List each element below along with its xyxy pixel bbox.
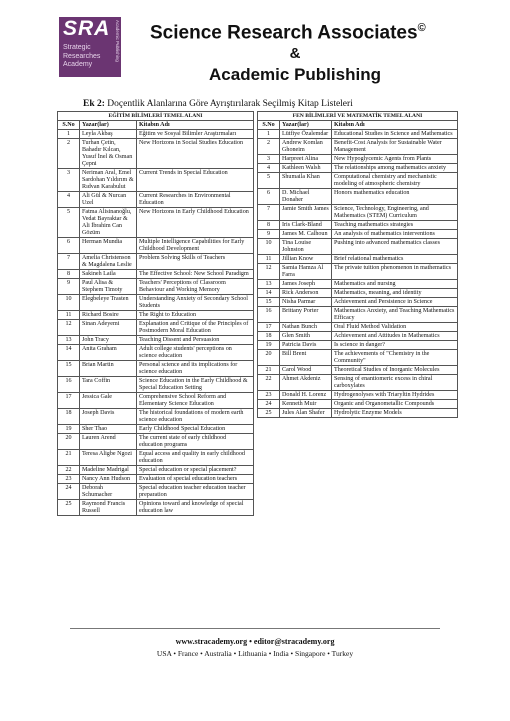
table-row (58, 311, 254, 320)
author-cell: Patricia Davis (280, 341, 332, 350)
author-cell: Lauren Arend (80, 434, 137, 450)
row-number: 16 (58, 377, 80, 393)
author-cell: Tina Louise Johnston (280, 239, 332, 255)
table-row (258, 155, 458, 164)
column-header: Yazar(lar) (80, 121, 137, 130)
book-title-cell: Teachers' Perceptions of Classroom Behaviour and Working Memory (137, 279, 254, 295)
author-cell: Elegbeleye Trasten (80, 295, 137, 311)
row-number: 18 (258, 332, 280, 341)
book-title-cell: Science Education in the Early Childhood & Special Education Setting (137, 377, 254, 393)
author-cell: Glen Smith (280, 332, 332, 341)
row-number: 1 (58, 130, 80, 139)
book-title-cell: Special education teacher education teacher preparation (137, 484, 254, 500)
author-cell: Paul Alisa & Stephem Timoty (80, 279, 137, 295)
book-title-cell: New Horizons in Early Childhood Education (137, 208, 254, 238)
science-math-books-table (257, 111, 458, 418)
row-number: 7 (58, 254, 80, 270)
table-row (258, 130, 458, 139)
author-cell: Shumaila Khan (280, 173, 332, 189)
table-row (258, 289, 458, 298)
table-row (58, 361, 254, 377)
book-title-cell: Sensing of enantiomeric excess in chiral carboxylates (332, 375, 458, 391)
row-number: 7 (258, 205, 280, 221)
column-header: Yazar(lar) (280, 121, 332, 130)
author-cell: Sher Thao (80, 425, 137, 434)
book-title-cell: Is science in danger? (332, 341, 458, 350)
author-cell: Deborah Schumacher (80, 484, 137, 500)
row-number: 22 (258, 375, 280, 391)
table-row (58, 450, 254, 466)
row-number: 9 (58, 279, 80, 295)
row-number: 4 (258, 164, 280, 173)
table-row (58, 139, 254, 169)
education-books-table (57, 111, 254, 516)
section-title: Ek 2: Doçentlik Alanlarına Göre Ayrıştırılarak Seçilmiş Kitap Listeleri (83, 99, 353, 109)
author-cell: Sinan Adeyemi (80, 320, 137, 336)
book-title-cell: Computational chemistry and mechanistic modeling of atmospheric chemistry (332, 173, 458, 189)
row-number: 25 (58, 500, 80, 516)
author-cell: Jillian Know (280, 255, 332, 264)
author-cell: Nathan Bunch (280, 323, 332, 332)
book-title-cell: Early Childhood Special Education (137, 425, 254, 434)
row-number: 5 (258, 173, 280, 189)
author-cell: Jessica Gale (80, 393, 137, 409)
book-title-cell: Educational Studies in Science and Mathematics (332, 130, 458, 139)
book-title-cell: The achievements of "Chemistry in the Community" (332, 350, 458, 366)
book-title-cell: Teaching Dissent and Persuasion (137, 336, 254, 345)
table-row (258, 332, 458, 341)
book-title-cell: Achievement and Attitudes in Mathematics (332, 332, 458, 341)
book-title-cell: Hydrolytic Enzyme Models (332, 409, 458, 418)
book-title-cell: Personal science and its implications for science education (137, 361, 254, 377)
author-cell: D. Michael Donaher (280, 189, 332, 205)
table-row (258, 350, 458, 366)
table-row (58, 484, 254, 500)
table-row (58, 254, 254, 270)
table-row (58, 377, 254, 393)
book-title-cell: The relationships among mathematics anxiety (332, 164, 458, 173)
column-header: S.No (258, 121, 280, 130)
book-title-cell: The Right to Education (137, 311, 254, 320)
author-cell: Teresa Aligbe Ngozi (80, 450, 137, 466)
book-title-cell: Current Trends in Special Education (137, 169, 254, 192)
publisher-title: Science Research Associates© (150, 22, 426, 44)
row-number: 24 (58, 484, 80, 500)
author-cell: Anita Graham (80, 345, 137, 361)
row-number: 1 (258, 130, 280, 139)
row-number: 25 (258, 409, 280, 418)
book-title-cell: Organic and Organometallic Compounds (332, 400, 458, 409)
author-cell: Donald H. Lorenz (280, 391, 332, 400)
row-number: 6 (58, 238, 80, 254)
author-cell: Leyla Akbaş (80, 130, 137, 139)
logo-subtitle: Strategic Researches Academy (63, 44, 101, 68)
row-number: 11 (258, 255, 280, 264)
author-cell: Ahmet Akdeniz (280, 375, 332, 391)
author-cell: Nisha Parmar (280, 298, 332, 307)
title-ampersand: & (289, 45, 301, 62)
author-cell: Jules Alan Shafer (280, 409, 332, 418)
row-number: 13 (58, 336, 80, 345)
row-number: 14 (258, 289, 280, 298)
row-number: 24 (258, 400, 280, 409)
book-title-cell: Oral Fluid Method Validation (332, 323, 458, 332)
table-row (58, 409, 254, 425)
table-row (258, 221, 458, 230)
row-number: 21 (258, 366, 280, 375)
row-number: 17 (58, 393, 80, 409)
table-row (58, 208, 254, 238)
book-title-cell: Special education or special placement? (137, 466, 254, 475)
logo-sra-text: SRA (63, 17, 111, 40)
table-row (258, 341, 458, 350)
table-row (258, 280, 458, 289)
author-cell: Turhan Çetin, Bahadır Kılcan, Yusuf İnel & Osman Çepni (80, 139, 137, 169)
book-title-cell: Current Researches in Environmental Education (137, 192, 254, 208)
table-row (258, 323, 458, 332)
table-row (58, 425, 254, 434)
author-cell: Brittany Porter (280, 307, 332, 323)
row-number: 17 (258, 323, 280, 332)
row-number: 14 (58, 345, 80, 361)
author-cell: Fatma Alisinanoğlu, Vedat Bayraktar & Ali İbrahim Can Gözüm (80, 208, 137, 238)
table-row (58, 336, 254, 345)
book-title-cell: Benefit-Cost Analysis for Sustainable Water Management (332, 139, 458, 155)
row-number: 8 (258, 221, 280, 230)
table-row (258, 409, 458, 418)
author-cell: Raymond Francis Russell (80, 500, 137, 516)
author-cell: Lütfiye Özalemdar (280, 130, 332, 139)
row-number: 6 (258, 189, 280, 205)
table-row (58, 130, 254, 139)
book-title-cell: Brief relational mathematics (332, 255, 458, 264)
book-title-cell: The private tuition phenomenon in mathematics (332, 264, 458, 280)
table-row (258, 366, 458, 375)
table-row (258, 189, 458, 205)
row-number: 13 (258, 280, 280, 289)
author-cell: Madeline Madrigal (80, 466, 137, 475)
book-title-cell: Mathematics, meaning, and identity (332, 289, 458, 298)
book-title-cell: Evaluation of special education teachers (137, 475, 254, 484)
book-title-cell: New Horizons in Social Studies Education (137, 139, 254, 169)
table-row (58, 192, 254, 208)
table-row (58, 169, 254, 192)
book-title-cell: Problem Solving Skills of Teachers (137, 254, 254, 270)
table-row (258, 307, 458, 323)
row-number: 15 (58, 361, 80, 377)
book-title-cell: Opinions toward and knowledge of special education law (137, 500, 254, 516)
table-caption: EĞİTİM BİLİMLERİ TEMEL ALANI (58, 112, 254, 121)
row-number: 9 (258, 230, 280, 239)
book-title-cell: An analysis of mathematics interventions (332, 230, 458, 239)
book-title-cell: Achievement and Persistence in Science (332, 298, 458, 307)
book-title-cell: Mathematics Anxiety, and Teaching Mathematics Efficacy (332, 307, 458, 323)
table-row (58, 475, 254, 484)
author-cell: Carol Wood (280, 366, 332, 375)
book-title-cell: Science, Technology, Engineering, and Mathematics (STEM) Curriculum (332, 205, 458, 221)
table-row (58, 279, 254, 295)
table-row (258, 230, 458, 239)
author-cell: James Joseph (280, 280, 332, 289)
table-row (258, 173, 458, 189)
row-number: 16 (258, 307, 280, 323)
book-title-cell: The Effective School: New School Paradigm (137, 270, 254, 279)
row-number: 11 (58, 311, 80, 320)
book-title-cell: The historical foundations of modern earth science education (137, 409, 254, 425)
author-cell: Richard Bosire (80, 311, 137, 320)
author-cell: James M. Calhoun (280, 230, 332, 239)
row-number: 23 (58, 475, 80, 484)
author-cell: Andrew Komlan Ghoneim (280, 139, 332, 155)
book-title-cell: Pushing into advanced mathematics classes (332, 239, 458, 255)
row-number: 12 (258, 264, 280, 280)
author-cell: Joseph Davis (80, 409, 137, 425)
table-row (58, 295, 254, 311)
book-title-cell: Explanation and Critique of the Principles of Postmodern Moral Education (137, 320, 254, 336)
author-cell: Tara Coffin (80, 377, 137, 393)
row-number: 15 (258, 298, 280, 307)
author-cell: Herman Mundia (80, 238, 137, 254)
author-cell: John Tracy (80, 336, 137, 345)
row-number: 19 (258, 341, 280, 350)
book-title-cell: Honors mathematics education (332, 189, 458, 205)
author-cell: Kenneth Muir (280, 400, 332, 409)
book-title-cell: Eğitim ve Sosyal Bilimler Araştırmaları (137, 130, 254, 139)
table-row (58, 345, 254, 361)
row-number: 12 (58, 320, 80, 336)
row-number: 2 (58, 139, 80, 169)
book-title-cell: New Hypoglycemic Agents from Plants (332, 155, 458, 164)
author-cell: Samia Hamza Al Farra (280, 264, 332, 280)
book-title-cell: Multiple Intelligence Capabilities for Early Childhood Development (137, 238, 254, 254)
footer-divider (70, 628, 440, 629)
author-cell: Jamie Smith James (280, 205, 332, 221)
footer-contact: www.stracademy.org • editor@stracademy.org (175, 637, 335, 646)
author-cell: Harpreet Alina (280, 155, 332, 164)
book-title-cell: Hydrogenolyses with Triaryltin Hydrides (332, 391, 458, 400)
table-row (58, 500, 254, 516)
table-row (58, 270, 254, 279)
author-cell: Amelia Christenson & Magdalena Leslie (80, 254, 137, 270)
table-row (258, 239, 458, 255)
row-number: 18 (58, 409, 80, 425)
author-cell: Neriman Aral, Emel Sardohan Yıldırım & Rıdvan Karabulut (80, 169, 137, 192)
table-row (258, 298, 458, 307)
row-number: 22 (58, 466, 80, 475)
table-row (58, 466, 254, 475)
row-number: 2 (258, 139, 280, 155)
table-row (258, 139, 458, 155)
book-title-cell: Teaching mathematics strategies (332, 221, 458, 230)
row-number: 3 (258, 155, 280, 164)
table-row (258, 255, 458, 264)
logo-side-text: Academic Publishing (115, 20, 120, 62)
table-row (58, 393, 254, 409)
row-number: 19 (58, 425, 80, 434)
author-cell: Nancy Ann Hudson (80, 475, 137, 484)
row-number: 5 (58, 208, 80, 238)
column-header: Kitabın Adı (332, 121, 458, 130)
row-number: 3 (58, 169, 80, 192)
book-title-cell: Comprehensive School Reform and Elementary Science Education (137, 393, 254, 409)
table-row (258, 264, 458, 280)
row-number: 23 (258, 391, 280, 400)
footer-countries: USA • France • Australia • Lithuania • India • Singapore • Turkey (156, 649, 354, 658)
table-caption: FEN BİLİMLERİ VE MATEMATİK TEMEL ALANI (258, 112, 458, 121)
author-cell: Ali Gül & Nurcan Uzel (80, 192, 137, 208)
row-number: 4 (58, 192, 80, 208)
author-cell: Sakineh Laila (80, 270, 137, 279)
author-cell: Bill Brent (280, 350, 332, 366)
row-number: 10 (258, 239, 280, 255)
author-cell: Brian Martin (80, 361, 137, 377)
table-row (258, 375, 458, 391)
column-header: Kitabın Adı (137, 121, 254, 130)
book-title-cell: Understanding Anxiety of Secondary School Students (137, 295, 254, 311)
book-title-cell: Theoretical Studies of Inorganic Molecules (332, 366, 458, 375)
book-title-cell: The current state of early childhood education programs (137, 434, 254, 450)
author-cell: Iris Clark-Bland (280, 221, 332, 230)
row-number: 20 (258, 350, 280, 366)
column-header: S.No (58, 121, 80, 130)
author-cell: Kathleen Walsh (280, 164, 332, 173)
table-row (58, 320, 254, 336)
table-row (258, 400, 458, 409)
row-number: 8 (58, 270, 80, 279)
book-title-cell: Adult college students' perceptions on science education (137, 345, 254, 361)
row-number: 10 (58, 295, 80, 311)
table-row (58, 238, 254, 254)
row-number: 21 (58, 450, 80, 466)
row-number: 20 (58, 434, 80, 450)
publisher-subtitle: Academic Publishing (209, 65, 381, 84)
table-row (258, 205, 458, 221)
book-title-cell: Equal access and quality in early childhood education (137, 450, 254, 466)
author-cell: Rick Anderson (280, 289, 332, 298)
table-row (258, 164, 458, 173)
table-row (258, 391, 458, 400)
book-title-cell: Mathematics and nursing (332, 280, 458, 289)
table-row (58, 434, 254, 450)
